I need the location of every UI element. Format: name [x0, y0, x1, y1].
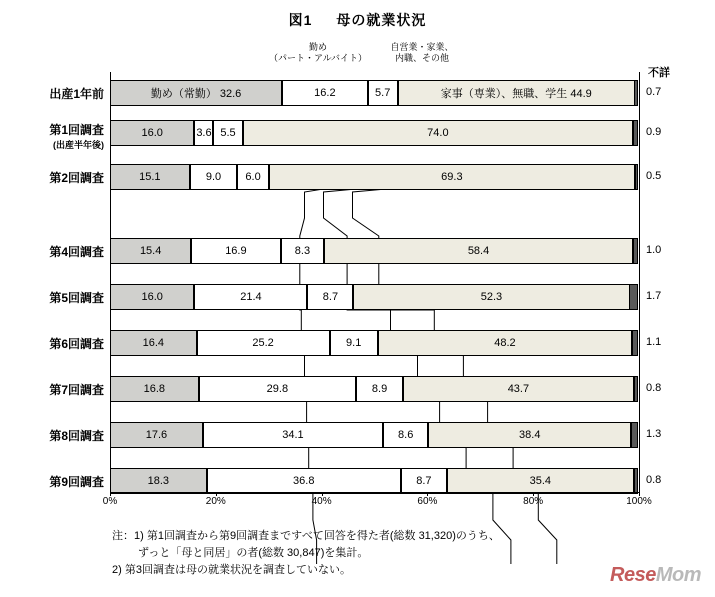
- bar-segment-fushou: [634, 80, 638, 106]
- axis-tick-label: 20%: [205, 496, 226, 507]
- annotation-self-line2: 内職、その他: [394, 53, 449, 64]
- fushou-value: 1.1: [646, 336, 662, 348]
- bar-segment: 58.4: [324, 238, 632, 264]
- axis-tick-label: 100%: [626, 496, 652, 507]
- table-row: [110, 284, 638, 310]
- bar-segment: 16.0: [110, 284, 194, 310]
- fushou-value: 1.7: [646, 290, 662, 302]
- table-row: [110, 422, 638, 448]
- bar-segment: 18.3: [110, 468, 207, 494]
- chart-plot-area: [110, 72, 638, 492]
- bar-segment: 5.5: [213, 120, 242, 146]
- row-label: [0, 121, 104, 151]
- bar-segment: 74.0: [243, 120, 634, 146]
- axis-tick-label: 80%: [523, 496, 544, 507]
- bar-segment: 15.4: [110, 238, 191, 264]
- row-label-text: 第5回調査: [49, 291, 104, 305]
- bar-segment: 38.4: [428, 422, 631, 448]
- axis-tick-label: 40%: [311, 496, 332, 507]
- row-label: [0, 473, 104, 490]
- fushou-value: 0.5: [646, 170, 662, 182]
- table-row: [110, 330, 638, 356]
- row-label-text: 第8回調査: [49, 429, 104, 443]
- fushou-value: 1.3: [646, 428, 662, 440]
- bar-segment: 勤め（常勤） 32.6: [110, 80, 282, 106]
- bar-segment: 43.7: [403, 376, 634, 402]
- bar-segment: 17.6: [110, 422, 203, 448]
- row-label-text: 第1回調査: [49, 123, 104, 137]
- annotation-self-employed: [362, 42, 482, 65]
- figure-title-text: 母の就業状況: [336, 12, 427, 28]
- row-label-text: 第6回調査: [49, 337, 104, 351]
- axis-tick-label: 0%: [102, 496, 118, 507]
- resemom-logo: [610, 564, 701, 587]
- bar-segment: 52.3: [353, 284, 629, 310]
- row-label-text: 第9回調査: [49, 475, 104, 489]
- bar-segment: 69.3: [269, 164, 635, 190]
- table-row: [110, 376, 638, 402]
- bar-segment-fushou: [635, 164, 638, 190]
- bar-segment: 16.2: [282, 80, 368, 106]
- note-line-3: 2) 第3回調査は母の就業状況を調査していない。: [112, 564, 351, 577]
- bar-segment: 8.3: [281, 238, 325, 264]
- bar-segment: 8.7: [401, 468, 447, 494]
- table-row: [110, 164, 638, 190]
- chart-notes: [112, 528, 500, 579]
- bar-segment: 9.1: [330, 330, 378, 356]
- x-axis-line: [110, 492, 639, 493]
- table-row: [110, 120, 638, 146]
- bar-segment: 21.4: [194, 284, 307, 310]
- bar-segment: 36.8: [207, 468, 401, 494]
- row-label-text: 第7回調査: [49, 383, 104, 397]
- row-label: [0, 289, 104, 306]
- row-label-text: 出産1年前: [49, 87, 104, 101]
- logo-text-2: Mom: [655, 564, 701, 586]
- chart-title: [0, 10, 715, 30]
- row-label-text: 第4回調査: [49, 245, 104, 259]
- logo-text-1: Rese: [610, 564, 656, 586]
- bar-segment-fushou: [634, 376, 638, 402]
- bar-segment: 48.2: [378, 330, 632, 356]
- bar-segment: 6.0: [237, 164, 269, 190]
- annotation-work-line1: 勤め: [308, 42, 327, 52]
- fushou-value: 0.7: [646, 86, 662, 98]
- axis-tick-label: 60%: [417, 496, 438, 507]
- bar-segment-fushou: [634, 468, 638, 494]
- row-label: [0, 335, 104, 352]
- row-label: [0, 85, 104, 102]
- bar-segment: 25.2: [197, 330, 330, 356]
- bar-segment-fushou: [632, 330, 638, 356]
- row-label: [0, 427, 104, 444]
- bar-segment-fushou: [629, 284, 638, 310]
- bar-segment: 8.7: [307, 284, 353, 310]
- bar-segment: 29.8: [199, 376, 356, 402]
- bar-segment-fushou: [633, 238, 638, 264]
- bar-segment: 16.9: [191, 238, 280, 264]
- bar-segment: 15.1: [110, 164, 190, 190]
- x-axis: [102, 496, 652, 512]
- bar-segment-fushou: [631, 422, 638, 448]
- row-label: [0, 169, 104, 186]
- table-row: [110, 238, 638, 264]
- note-line-1: 注：1) 第1回調査から第9回調査まですべて回答を得た者(総数 31,320)のうち、: [112, 530, 500, 542]
- bar-segment: 8.6: [383, 422, 428, 448]
- bar-segment: 35.4: [447, 468, 634, 494]
- bar-segment: 16.4: [110, 330, 197, 356]
- bar-segment: 16.8: [110, 376, 199, 402]
- figure-number: 図1: [288, 12, 313, 28]
- fushou-value: 0.9: [646, 126, 662, 138]
- annotation-work: [258, 42, 378, 65]
- annotation-fushou: 不詳: [648, 67, 670, 79]
- row-label: [0, 381, 104, 398]
- bar-segment: 家事（専業）、無職、学生 44.9: [398, 80, 635, 106]
- row-label: [0, 243, 104, 260]
- bar-segment: 5.7: [368, 80, 398, 106]
- note-line-2: ずっと「母と同居」の者(総数 30,847)を集計。: [138, 547, 369, 560]
- fushou-value: 0.8: [646, 382, 662, 394]
- fushou-value: 1.0: [646, 244, 662, 256]
- fushou-value: 0.8: [646, 474, 662, 486]
- bar-segment: 3.6: [194, 120, 213, 146]
- bar-segment: 8.9: [356, 376, 403, 402]
- annotation-self-line1: 自営業・家業、: [390, 42, 454, 52]
- bar-segment: 34.1: [203, 422, 383, 448]
- annotation-work-line2: （パート・アルバイト）: [268, 53, 367, 64]
- table-row: [110, 468, 638, 494]
- bar-segment: 9.0: [190, 164, 238, 190]
- bar-segment-fushou: [633, 120, 638, 146]
- row-label-text: 第2回調査: [49, 171, 104, 185]
- row-label-sub: (出産半年後): [53, 140, 104, 150]
- table-row: [110, 80, 638, 106]
- bar-segment: 16.0: [110, 120, 194, 146]
